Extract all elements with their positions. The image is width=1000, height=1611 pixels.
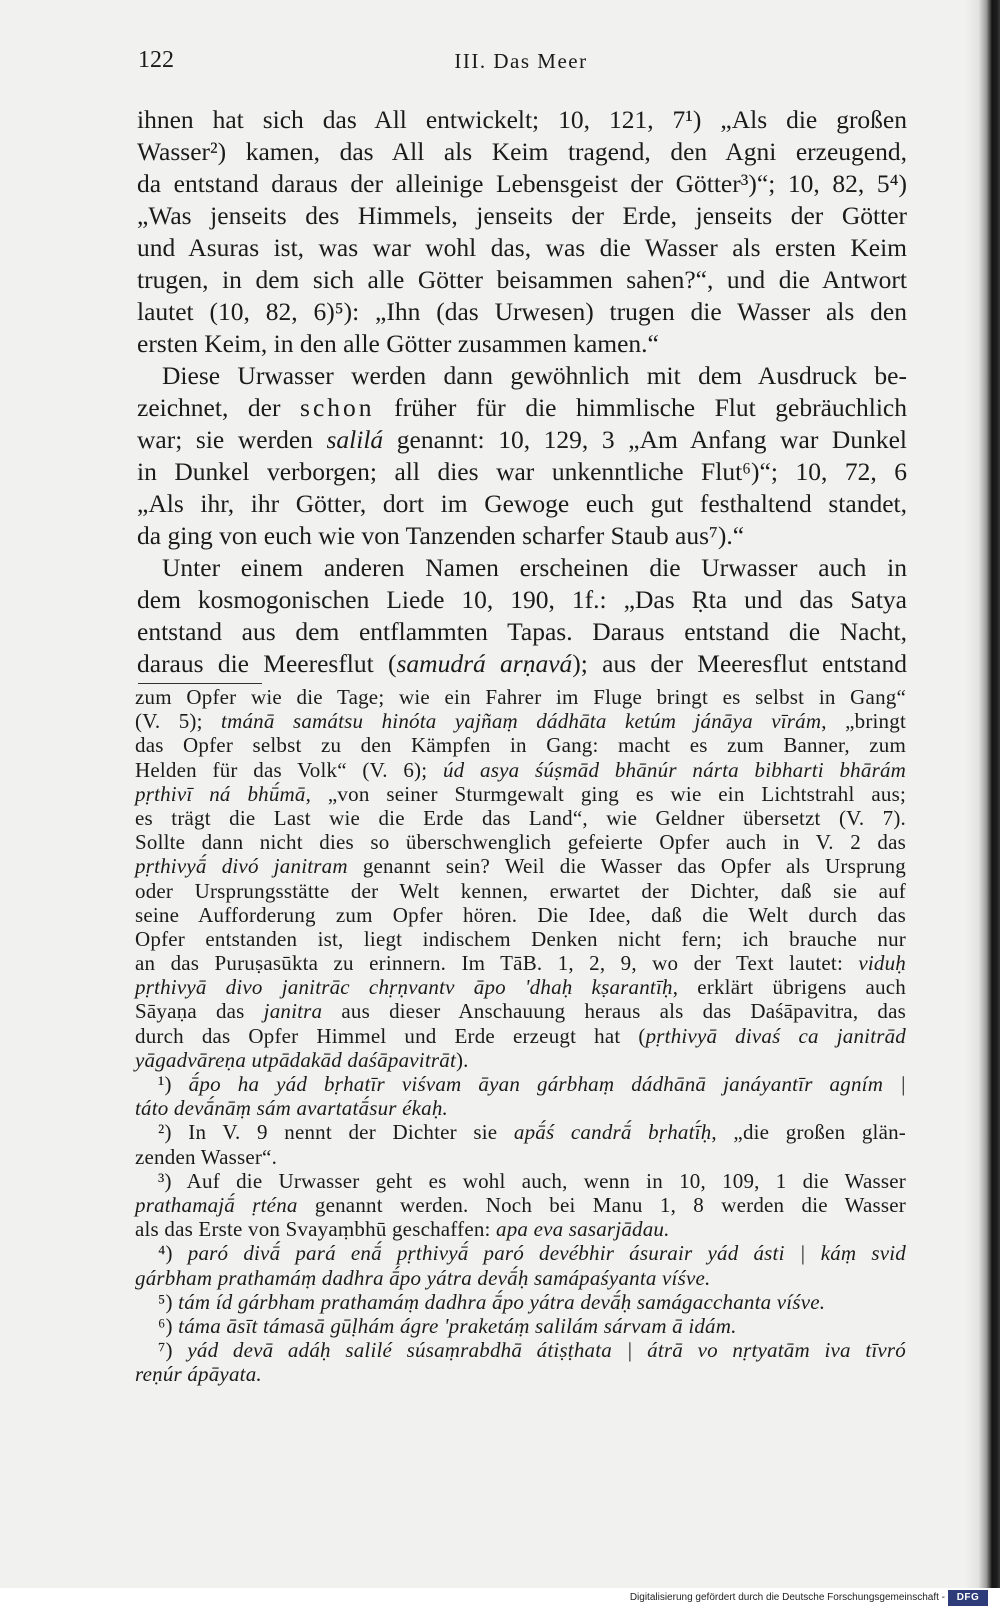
body-line	[137, 168, 907, 200]
footnote-line	[135, 1096, 906, 1120]
body-line	[137, 328, 907, 360]
main-text	[137, 104, 907, 680]
text-run: Sollte dann nicht dies so überschwenglich gefeierte Opfer auch in V. 2 das	[135, 830, 906, 855]
footnote-line	[135, 951, 906, 975]
spaced-text-run: schon	[300, 393, 375, 422]
italic-text-run: pṛthivyā divo janitrāc chṛṇvantv āpo 'dhaḥ kṣarantīḥ	[135, 975, 673, 1000]
text-run: ); aus der Meeresflut entstand	[572, 649, 907, 678]
text-run: , „bringt	[821, 709, 906, 734]
text-run: ⁵)	[158, 1289, 179, 1314]
text-run: ⁴)	[158, 1241, 188, 1266]
footnote-line	[135, 1193, 906, 1217]
footnote-line	[135, 1024, 906, 1048]
body-line	[137, 104, 907, 136]
text-run: ).	[455, 1047, 469, 1072]
text-run: , erklärt übrigens auch	[672, 975, 906, 1000]
italic-text-run: ā́po ha yád bṛhatīr viśvam āyan gárbhaṃ dádhānā janáyantīr agním |	[188, 1072, 907, 1096]
text-run: Diese Urwasser werden dann gewöhnlich mit dem Ausdruck be-	[162, 361, 907, 390]
footnote-line	[135, 1362, 906, 1386]
body-line	[137, 456, 907, 488]
footnote-line	[135, 830, 906, 854]
italic-text-run: yád devā adáḥ salilé súsaṃrabdhā átiṣṭhata | átrā vo nṛtyatām iva tīvró	[187, 1338, 906, 1363]
text-run: (V. 5);	[135, 709, 222, 734]
text-run: lautet (10, 82, 6)⁵): „Ihn (das Urwesen) trugen die Wasser als den	[137, 297, 907, 326]
text-run: genannt sein? Weil die Wasser das Opfer als Ursprung	[347, 854, 906, 879]
text-run: entstand aus dem entflammten Tapas. Daraus entstand die Nacht,	[137, 617, 907, 646]
italic-text-run: pṛthivyā divaś ca janitrād	[645, 1023, 906, 1048]
italic-text-run: janitra	[263, 999, 323, 1024]
text-run: Helden für das Volk“ (V. 6);	[135, 757, 443, 782]
footnote-line	[135, 854, 906, 878]
footnote-line	[135, 709, 906, 733]
footnote-line	[135, 879, 906, 903]
text-run: zenden Wasser“.	[135, 1144, 278, 1169]
text-run: dem kosmogonischen Liede 10, 190, 1f.: „Das Ṛta und das Satya	[137, 585, 907, 614]
italic-text-run: pṛthivyā́ divó janitram	[135, 854, 348, 879]
text-run: „Als ihr, ihr Götter, dort im Gewoge euch gut festhaltend standet,	[137, 489, 907, 518]
italic-text-run: apā́ś candrā́ bṛhatī́ḥ	[513, 1120, 712, 1145]
dfg-logo: DFG	[948, 1590, 988, 1606]
text-run: , „von seiner Sturmgewalt ging es wie ein Lichtstrahl aus;	[305, 781, 906, 806]
italic-text-run: salilá	[326, 425, 384, 454]
text-run: oder Ursprungsstätte der Welt kennen, erwartet der Dichter, daß sie auf	[135, 878, 906, 903]
italic-text-run: gárbham prathamáṃ dadhra ā́po yátra devā́ḥ samápaśyanta víśve.	[135, 1265, 711, 1290]
text-run: ⁶)	[158, 1313, 179, 1338]
text-run: und Asuras ist, was war wohl das, was die Wasser als ersten Keim	[137, 233, 907, 262]
body-line	[137, 296, 907, 328]
footnote-line	[135, 1290, 906, 1314]
text-run: Unter einem anderen Namen erscheinen die Urwasser auch in	[162, 553, 907, 582]
text-run: genannt: 10, 129, 3 „Am Anfang war Dunkel	[383, 425, 907, 454]
text-run: ⁷)	[158, 1338, 188, 1363]
body-line	[137, 488, 907, 520]
text-run: es trägt die Last wie die Erde das Land“, wie Geldner übersetzt (V. 7).	[135, 805, 906, 830]
italic-text-run: pṛthivī ná bhū́mā	[135, 781, 306, 806]
italic-text-run: viduḥ	[858, 951, 906, 976]
italic-text-run: táma āsīt támasā gūḷhám ágre 'praketáṃ salilám sárvam ā idám.	[178, 1313, 737, 1338]
text-run: an das Puruṣasūkta zu erinnern. Im TāB. 1, 2, 9, wo der Text lautet:	[135, 951, 859, 976]
body-line	[137, 264, 907, 296]
footnote-line	[135, 1048, 906, 1072]
footnote-rule	[138, 683, 262, 684]
italic-text-run: reṇúr ápāyata.	[135, 1362, 262, 1387]
text-run: genannt werden. Noch bei Manu 1, 8 werden die Wasser	[297, 1192, 906, 1217]
footnote-line	[135, 1338, 906, 1362]
italic-text-run: yāgadvāreṇa utpādakād daśāpavitrāt	[135, 1047, 456, 1072]
body-line	[137, 552, 907, 584]
footnote-line	[135, 903, 906, 927]
italic-text-run: prathamajā́ ṛténa	[135, 1192, 298, 1217]
footnote-line	[135, 685, 906, 709]
text-run: , „die großen glän-	[711, 1120, 906, 1145]
footnotes	[135, 685, 906, 1386]
footnote-line	[135, 758, 906, 782]
running-title: III. Das Meer	[454, 49, 588, 73]
text-run: war; sie werden	[137, 425, 327, 454]
footnote-line	[135, 782, 906, 806]
text-run: ²) In V. 9 nennt der Dichter sie	[158, 1120, 514, 1145]
text-run: da entstand daraus der alleinige Lebensgeist der Götter³)“; 10, 82, 5⁴)	[137, 169, 907, 198]
italic-text-run: tmánā samátsu hinóta yajñaṃ dádhāta ketúm jánāya vīrám	[221, 709, 822, 734]
text-run: ¹)	[158, 1072, 189, 1096]
body-line	[137, 392, 907, 424]
text-run: in Dunkel verborgen; all dies war unkenntliche Flut⁶)“; 10, 72, 6	[137, 457, 907, 486]
footnote-line	[135, 1072, 906, 1096]
footnote-line	[135, 1120, 906, 1144]
italic-text-run: samudrá arṇavá	[396, 649, 573, 678]
footnote-line	[135, 999, 906, 1023]
text-run: Sāyaṇa das	[135, 999, 264, 1024]
body-line	[137, 232, 907, 264]
footnote-line	[135, 1217, 906, 1241]
footnote-line	[135, 806, 906, 830]
text-run: ihnen hat sich das All entwickelt; 10, 121, 7¹) „Als die großen	[137, 105, 907, 134]
text-run: da ging von euch wie von Tanzenden scharfer Staub aus⁷).“	[137, 521, 745, 550]
footnote-line	[135, 1314, 906, 1338]
italic-text-run: táto devā́nāṃ sám avartatā́sur ékaḥ.	[135, 1096, 449, 1121]
body-line	[137, 200, 907, 232]
italic-text-run: paró divā́ pará enā́ pṛthivyā́ paró devébhir ásurair yád ásti | káṃ svid	[187, 1241, 906, 1266]
body-line	[137, 136, 907, 168]
text-run: ³) Auf die Urwasser geht es wohl auch, wenn in 10, 109, 1 die Wasser	[158, 1168, 906, 1193]
scan-edge-shadow	[964, 0, 1000, 1588]
italic-text-run: tám íd gárbham prathamáṃ dadhra ā́po yátra devā́ḥ samágacchanta víśve.	[178, 1289, 826, 1314]
italic-text-run: úd asya śúṣmād bhānúr nárta bibharti bhārám	[442, 757, 907, 782]
footnote-line	[135, 1266, 906, 1290]
footnote-line	[135, 1241, 906, 1265]
text-run: als das Erste von Svayaṃbhū geschaffen:	[135, 1217, 497, 1242]
footnote-line	[135, 975, 906, 999]
body-line	[137, 648, 907, 680]
digitization-credit: Digitalisierung gefördert durch die Deutsche Forschungsgemeinschaft -	[629, 1592, 945, 1603]
page-number: 122	[138, 47, 174, 73]
text-run: durch das Opfer Himmel und Erde erzeugt hat (	[135, 1023, 646, 1048]
body-line	[137, 616, 907, 648]
text-run: „Was jenseits des Himmels, jenseits der Erde, jenseits der Götter	[137, 201, 907, 230]
text-run: zeichnet, der	[137, 393, 301, 422]
text-run: trugen, in dem sich alle Götter beisammen sahen?“, und die Antwort	[137, 265, 907, 294]
footnote-line	[135, 733, 906, 757]
text-run: daraus die Meeresflut (	[137, 649, 397, 678]
text-run: zum Opfer wie die Tage; wie ein Fahrer im Fluge bringt es selbst in Gang“	[135, 685, 906, 709]
body-line	[137, 360, 907, 392]
footnote-line	[135, 1169, 906, 1193]
text-run: Wasser²) kamen, das All als Keim tragend, den Agni erzeugend,	[137, 137, 907, 166]
text-run: ersten Keim, in den alle Götter zusammen kamen.“	[137, 329, 659, 358]
text-run: seine Aufforderung zum Opfer hören. Die Idee, daß die Welt durch das	[135, 902, 906, 927]
italic-text-run: apa eva sasarjādau.	[496, 1217, 670, 1242]
footnote-line	[135, 927, 906, 951]
body-line	[137, 584, 907, 616]
body-line	[137, 424, 907, 456]
text-run: früher für die himmlische Flut gebräuchlich	[374, 393, 907, 422]
text-run: aus dieser Anschauung heraus als das Daśāpavitra, das	[322, 999, 906, 1024]
text-run: das Opfer selbst zu den Kämpfen in Gang: macht es zum Banner, zum	[135, 733, 906, 758]
text-run: Opfer entstanden ist, liegt indischem Denken nicht fern; ich brauche nur	[135, 926, 906, 951]
footnote-line	[135, 1145, 906, 1169]
body-line	[137, 520, 907, 552]
